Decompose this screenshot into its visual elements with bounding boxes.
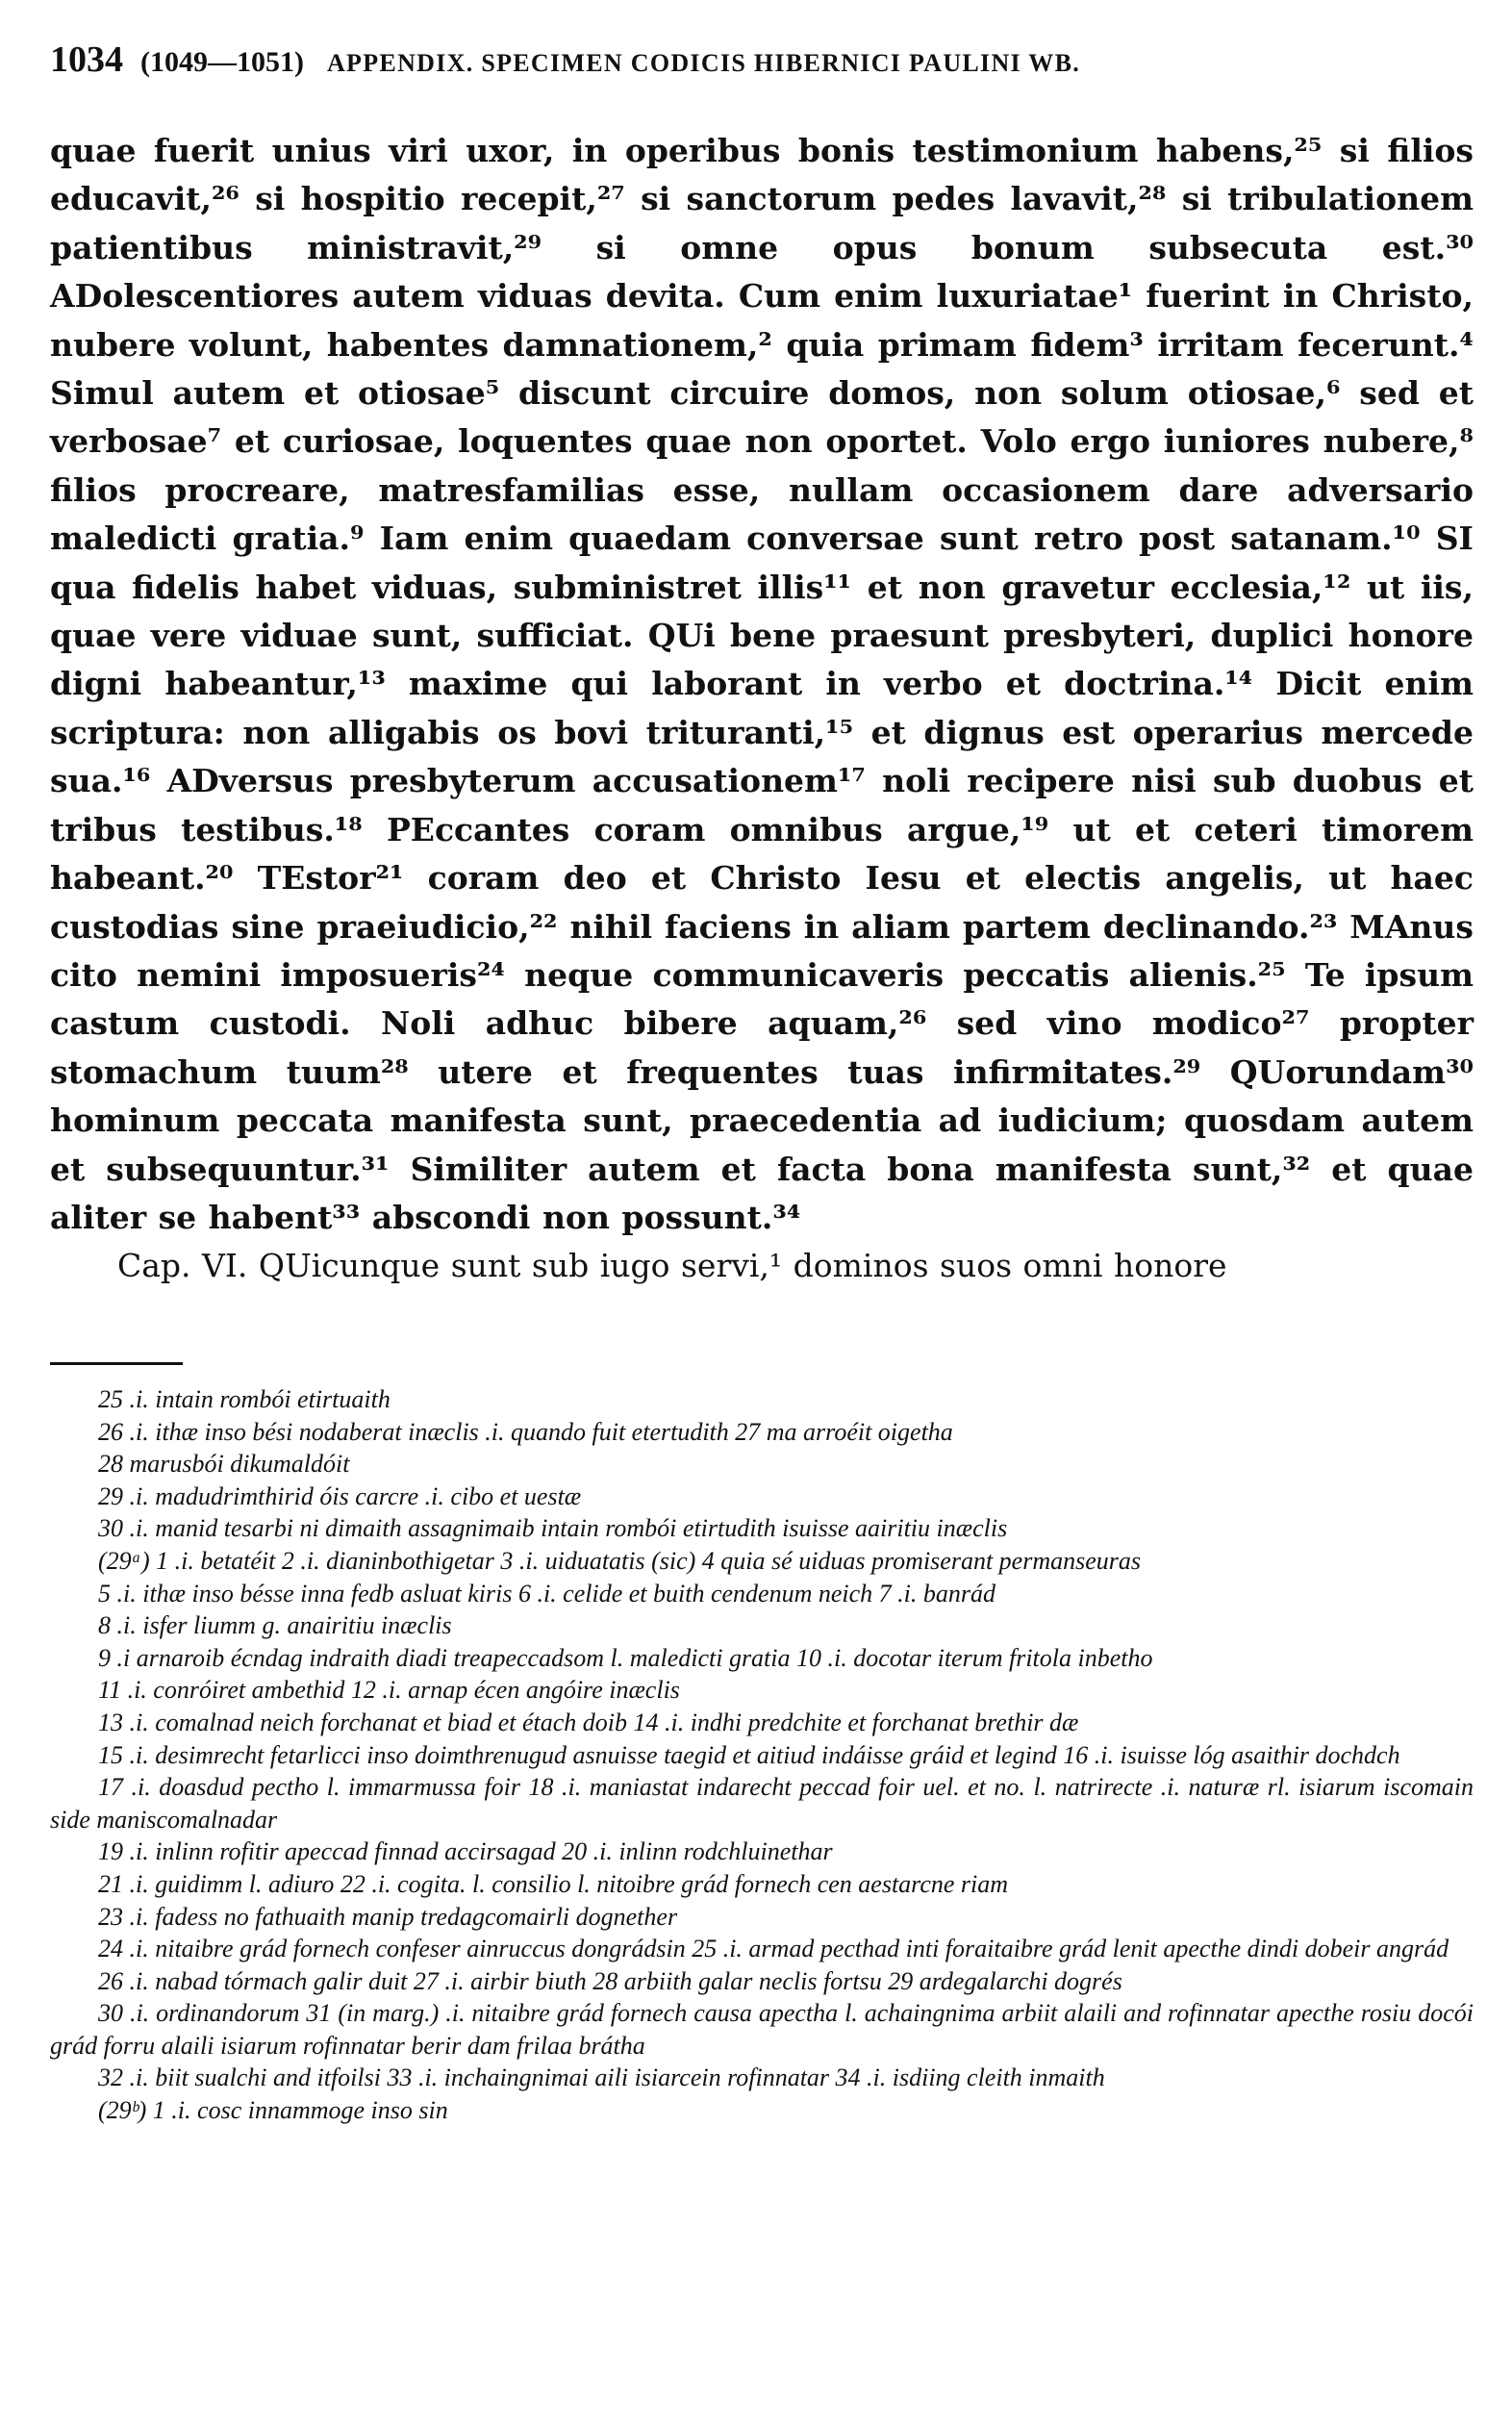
running-title: APPENDIX. SPECIMEN CODICIS HIBERNICI PAULINI WB.	[326, 49, 1081, 77]
footnote: 32 .i. biit sualchi and itfoilsi 33 .i. inchaingnimai aili isiarcein rofinnatar 34 .i. isdiing cleith inmaith	[98, 2063, 1105, 2092]
footnote: 25 .i. intain rombói etirtuaith	[98, 1385, 391, 1413]
footnote: 30 .i. manid tesarbi ni dimaith assagnimaib intain rombói etirtudith isuisse aairitiu inæclis	[98, 1514, 1008, 1543]
footnote: 13 .i. comalnad neich forchanat et biad et étach doib 14 .i. indhi predchite et forchanat brethir dæ	[98, 1708, 1079, 1736]
footnote: 23 .i. fadess no fathuaith manip tredagcomairli dognether	[98, 1902, 678, 1931]
footnote: 30 .i. ordinandorum 31 (in marg.) .i. nitaibre grád fornech causa apectha l. achaingnima arbiit alaili and rofinnatar apecthe rosiu docói grád forru alaili isiarum rofinnatar berir dam frilaa brátha	[50, 1999, 1474, 2060]
chapter-text: QUicunque sunt sub iugo servi,¹ dominos suos omni honore	[258, 1247, 1227, 1285]
footnote: 9 .i arnaroib écndag indraith diadi treapeccadsom l. maledicti gratia 10 .i. docotar iterum fritola inbetho	[98, 1643, 1153, 1672]
page-range: (1049—1051)	[140, 46, 304, 78]
page-number: 1034	[50, 39, 123, 80]
footnote: 26 .i. nabad tórmach galir duit 27 .i. airbir biuth 28 arbiith galar neclis fortsu 29 ardegalarchi dogrés	[98, 1966, 1122, 1995]
footnote: (29ᵇ) 1 .i. cosc innammoge inso sin	[98, 2096, 448, 2125]
footnote: 15 .i. desimrecht fetarlicci inso doimthrenugud asnuisse taegid et aitiud indáisse gráid et legind 16 .i. isuisse lóg asaithir dochdch	[98, 1740, 1400, 1769]
footnote: 29 .i. madudrimthirid óis carcre .i. cibo et uestæ	[98, 1481, 582, 1510]
footnote: 26 .i. ithæ inso bési nodaberat inæclis .i. quando fuit etertudith 27 ma arroéit oigetha	[98, 1417, 953, 1446]
main-paragraph: quae fuerit unius viri uxor, in operibus bonis testimonium habens,²⁵ si filios educavit,²⁶ si hospitio recepit,²⁷ si sanctorum pedes lavavit,²⁸ si tribulationem patientibus ministravit,²⁹ si omne opus bonum subsecuta est.³⁰ ADolescentiores autem viduas devita. Cum enim luxuriatae¹ fuerint in Christo, nubere volunt, habentes damnationem,² quia primam fidem³ irritam fecerunt.⁴ Simul autem et otiosae⁵ discunt circuire domos, non solum otiosae,⁶ sed et verbosae⁷ et curiosae, loquentes quae non oportet. Volo ergo iuniores nubere,⁸ filios procreare, matresfamilias esse, nullam occasionem dare adversario maledicti gratia.⁹ Iam enim quaedam conversae sunt retro post satanam.¹⁰ SI qua fidelis habet viduas, subministret illis¹¹ et non gravetur ecclesia,¹² ut iis, quae vere viduae sunt, sufficiat. QUi bene praesunt presbyteri, duplici honore digni habeantur,¹³ maxime qui laborant in verbo et doctrina.¹⁴ Dicit enim scriptura: non alligabis os bovi trituranti,¹⁵ et dignus est operarius mercede sua.¹⁶ ADversus presbyterum accusationem¹⁷ noli recipere nisi sub duobus et tribus testibus.¹⁸ PEccantes coram omnibus argue,¹⁹ ut et ceteri timorem habeant.²⁰ TEstor²¹ coram deo et Christo Iesu et electis angelis, ut haec custodias sine praeiudicio,²² nihil faciens in aliam partem declinando.²³ MAnus cito nemini imposueris²⁴ neque communicaveris peccatis alienis.²⁵ Te ipsum castum custodi. Noli adhuc bibere aquam,²⁶ sed vino modico²⁷ propter stomachum tuum²⁸ utere et frequentes tuas infirmitates.²⁹ QUorundam³⁰ hominum peccata manifesta sunt, praecedentia ad iudicium; quosdam autem et subsequuntur.³¹ Similiter autem et facta bona manifesta sunt,³² et quae aliter se habent³³ abscondi non possunt.³⁴	[50, 132, 1474, 1236]
footnote: 19 .i. inlinn rofitir apeccad finnad accirsagad 20 .i. inlinn rodchluinethar	[98, 1837, 833, 1866]
footnote: 28 marusbói dikumaldóit	[98, 1450, 350, 1479]
footnotes	[50, 1383, 1474, 2127]
footnote: (29ᵃ) 1 .i. betatéit 2 .i. dianinbothigetar 3 .i. uiduatatis (sic) 4 quia sé uiduas promiserant permanseuras	[98, 1546, 1142, 1575]
footnote: 8 .i. isfer liumm g. anairitiu inæclis	[98, 1611, 452, 1640]
footnote: 11 .i. conróiret ambethid 12 .i. arnap écen angóire inæclis	[98, 1676, 680, 1705]
main-text	[50, 127, 1474, 1291]
footnote: 5 .i. ithæ inso bésse inna fedb asluat kiris 6 .i. celide et buith cendenum neich 7 .i. banrád	[98, 1579, 995, 1607]
footnote: 21 .i. guidimm l. adiuro 22 .i. cogita. l. consilio l. nitoibre grád fornech cen aestarcne riam	[98, 1869, 1009, 1898]
chapter-label: Cap. VI.	[117, 1247, 248, 1285]
footnote-rule	[50, 1362, 183, 1365]
chapter-start	[50, 1242, 1474, 1290]
footnote: 24 .i. nitaibre grád fornech confeser ainruccus dongrádsin 25 .i. armad pecthad inti foraitaibre grád lenit apecthe dindi dobeir angrád	[98, 1935, 1449, 1963]
footnote: 17 .i. doasdud pectho l. immarmussa foir 18 .i. maniastat indarecht peccad foir uel. et no. l. natrirecte .i. naturæ rl. isiarum iscomain side maniscomalnadar	[50, 1773, 1474, 1834]
running-header	[50, 38, 1474, 96]
